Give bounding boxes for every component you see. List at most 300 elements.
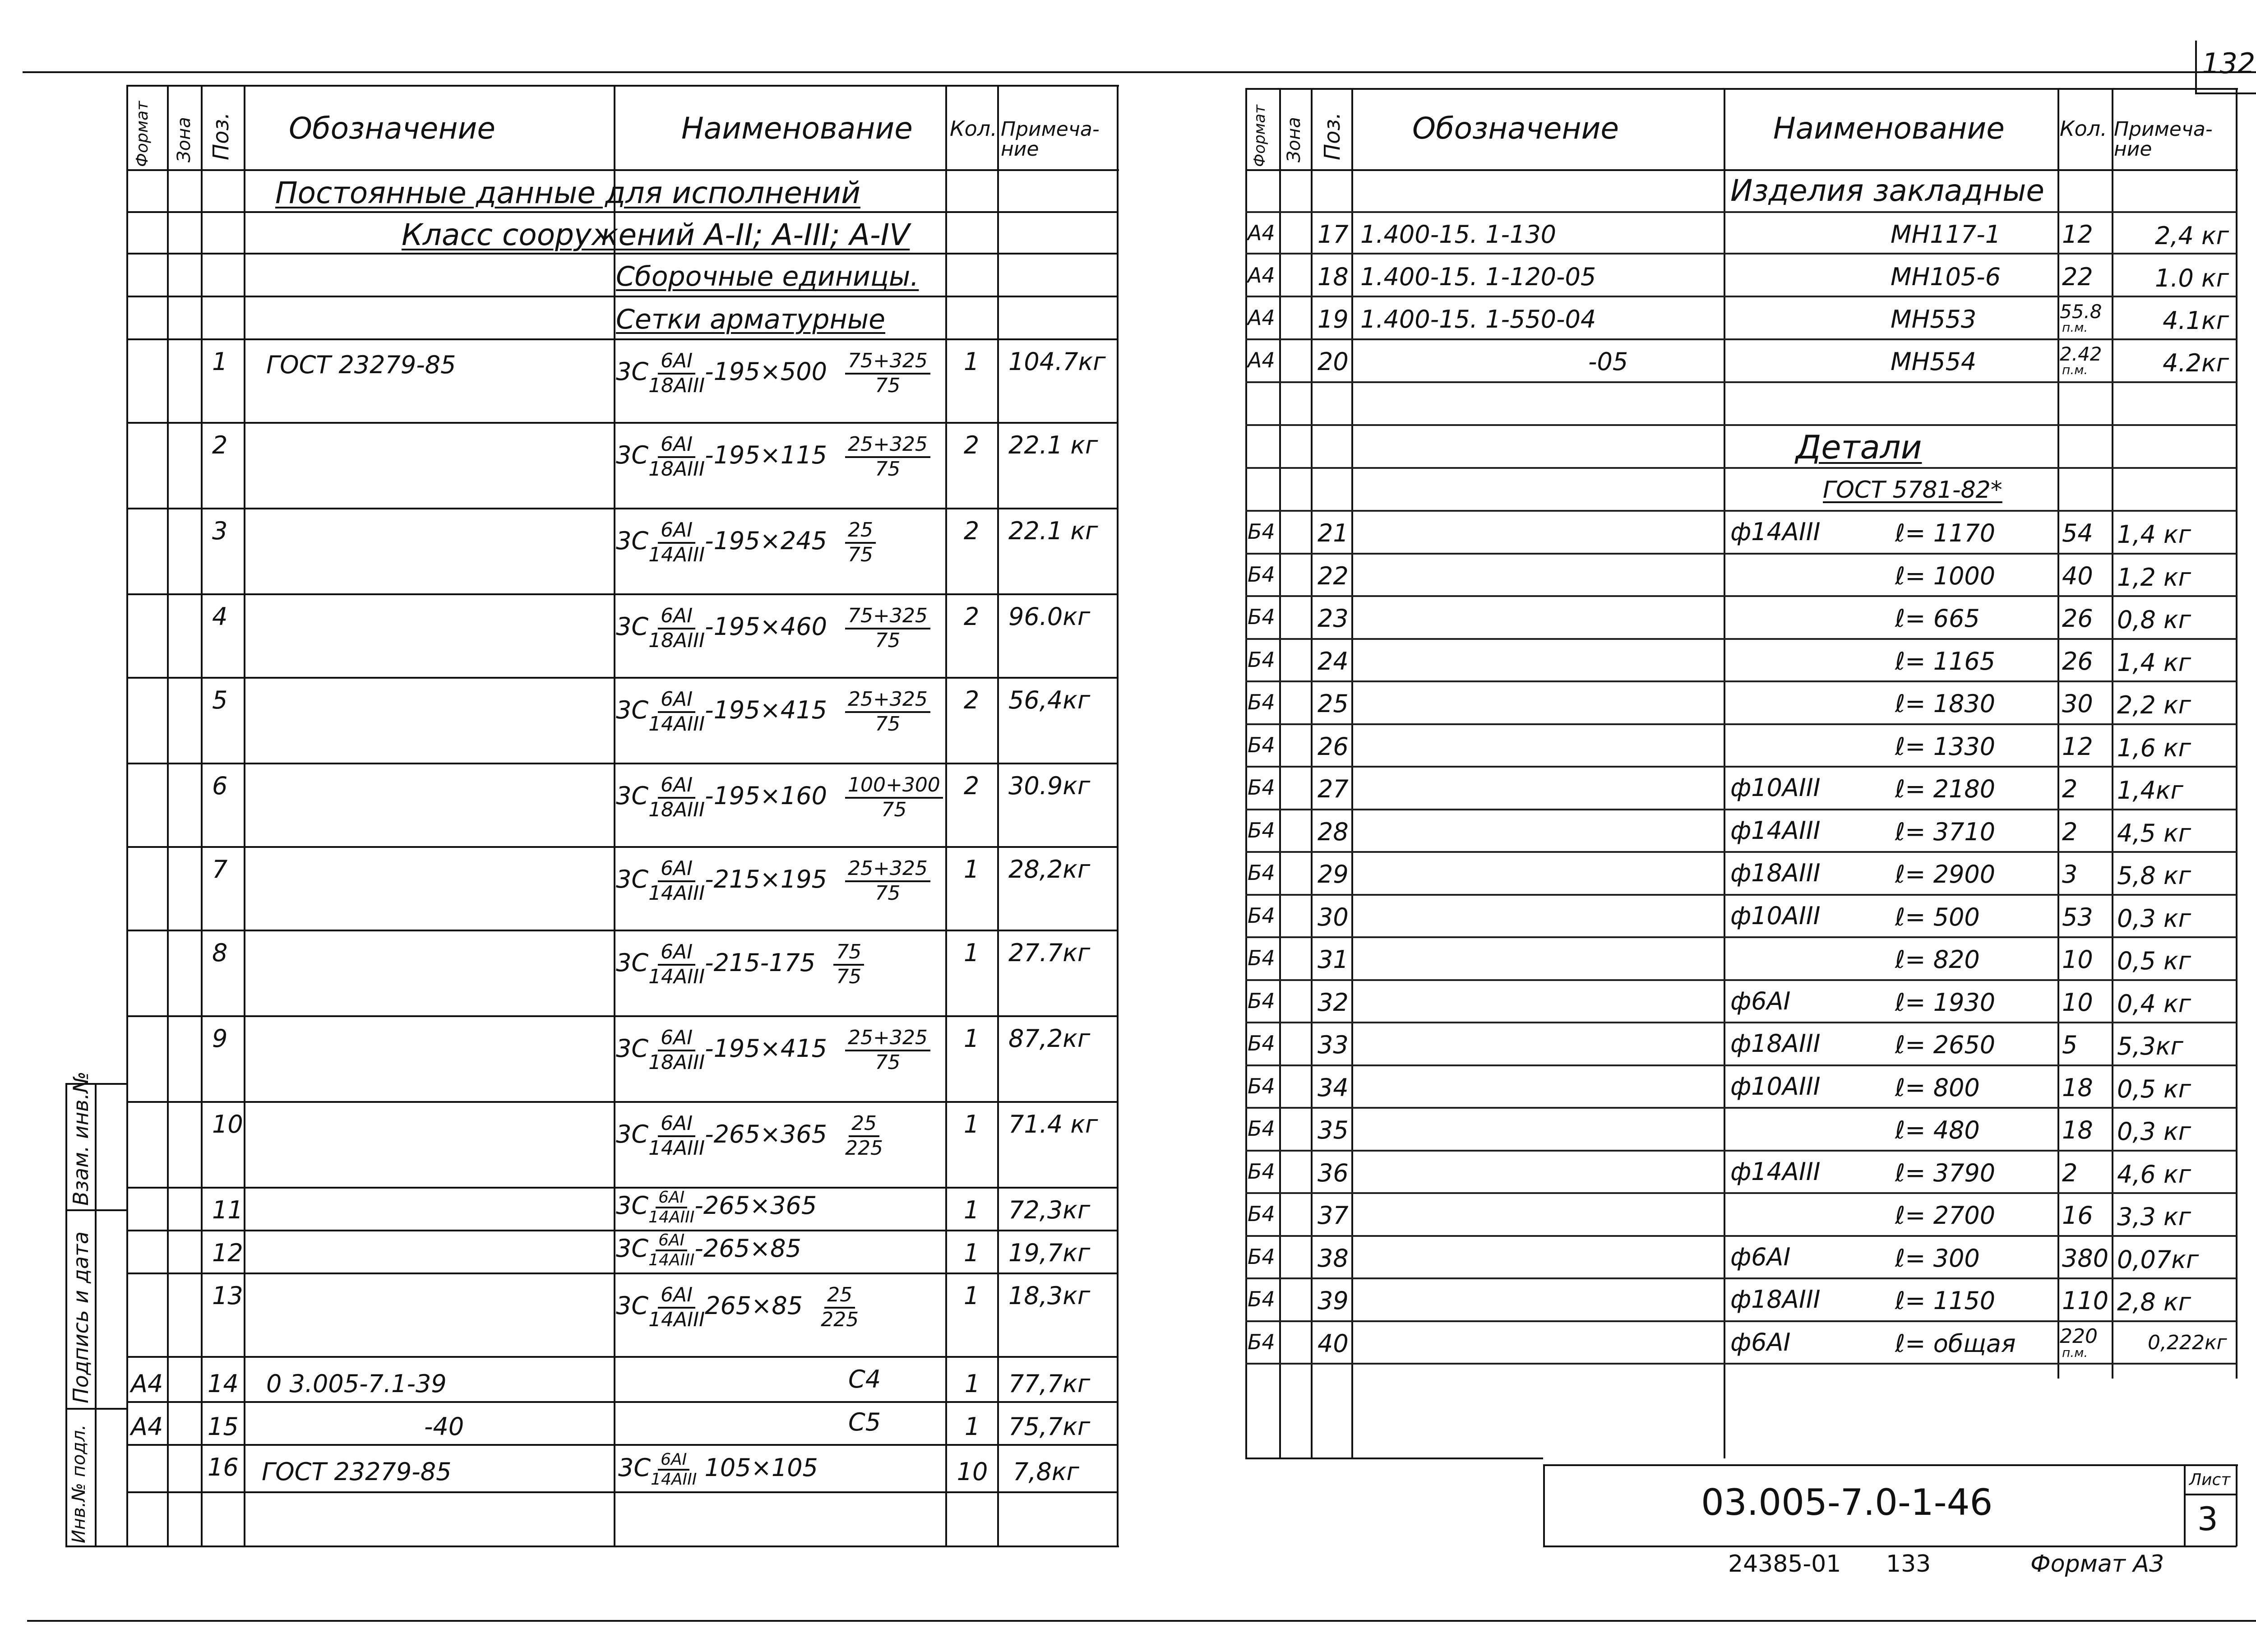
header-note: Примеча- ние <box>2114 118 2213 161</box>
right-col-line <box>1311 88 1313 1458</box>
title-block-top <box>1543 1464 2238 1466</box>
embedded-designation: 1.400-15. 1-120-05 <box>1360 263 1596 291</box>
row-note: 27.7кг <box>1008 939 1091 967</box>
row-fraction: 6АI 14АIII <box>648 518 705 566</box>
row-prefix: 3С <box>616 612 649 641</box>
detail-bar: ф14АIII <box>1730 1157 1821 1186</box>
detail-length: ℓ= 800 <box>1895 1074 1980 1102</box>
row16-fraction: 6АI 14АIII <box>651 1450 697 1489</box>
row-dims: -195×415 <box>705 696 827 725</box>
detail-qty: 10 <box>2062 988 2093 1017</box>
left-col-line <box>997 85 999 1546</box>
page-number-box-left <box>2195 41 2197 93</box>
detail-note: 1,4кг <box>2117 776 2183 805</box>
row-fraction: 6АI 14АIII <box>648 940 705 988</box>
embedded-note: 2,4 кг <box>2154 222 2229 250</box>
row-mesh-name <box>616 857 930 905</box>
left-col-line <box>126 85 128 1546</box>
detail-note: 0,8 кг <box>2117 606 2191 634</box>
right-row-line <box>1245 894 2237 896</box>
row-fraction: 6АI 18АIII <box>648 1026 705 1074</box>
left-row-line <box>126 253 1118 255</box>
left-row-line <box>126 1444 1118 1446</box>
left-row-line <box>126 508 1118 509</box>
sheet-label: Лист <box>2189 1471 2231 1489</box>
row-mesh-name <box>616 1231 801 1269</box>
row-mesh-name <box>616 688 930 736</box>
detail-pos: 36 <box>1318 1159 1349 1187</box>
footer-inventory-number: 24385-01 <box>1728 1550 1841 1578</box>
right-row-line <box>1245 467 2237 469</box>
detail-length: ℓ= 2650 <box>1895 1031 1996 1059</box>
header-pos: Поз. <box>1320 112 1345 160</box>
row-fraction: 6АI 14АIII <box>648 1231 695 1269</box>
detail-note: 3,3 кг <box>2117 1203 2191 1231</box>
detail-qty: 380 <box>2062 1244 2109 1273</box>
row-dims: -195×245 <box>705 527 827 555</box>
row-fraction-2: $\frac{25+325}{75}$ <box>845 433 930 481</box>
right-row-line <box>1245 1277 2237 1279</box>
row-qty: 1 <box>963 1239 980 1267</box>
detail-length: ℓ= 1150 <box>1895 1286 1996 1315</box>
detail-note: 4,5 кг <box>2117 819 2191 847</box>
embedded-name: МН553 <box>1891 305 1977 333</box>
left-table-bottom <box>65 1546 1119 1547</box>
header-pos: Поз. <box>208 112 234 160</box>
left-row-line <box>126 1015 1118 1017</box>
detail-note: 4,6 кг <box>2117 1160 2191 1189</box>
row-pos: 5 <box>212 686 228 714</box>
details-standard: ГОСТ 5781-82* <box>1823 477 2002 504</box>
section-meshes: Сетки арматурные <box>616 304 886 335</box>
row-fraction-2: $\frac{25+325}{75}$ <box>845 688 930 736</box>
right-table-bottom <box>1245 1458 1543 1459</box>
right-table-top <box>1245 88 2238 90</box>
right-row-line <box>1245 211 2237 213</box>
detail-note: 0,3 кг <box>2117 1117 2191 1146</box>
detail-format: Б4 <box>1248 946 1275 970</box>
stamp-line <box>65 1209 127 1211</box>
row-pos: 12 <box>212 1239 243 1267</box>
row-mesh-name <box>616 350 930 397</box>
row-prefix: 3С <box>616 1234 649 1263</box>
detail-length: ℓ= 3790 <box>1895 1159 1996 1187</box>
detail-qty: 26 <box>2062 647 2093 676</box>
embedded-note: 4.2кг <box>2163 349 2229 377</box>
row-prefix: 3С <box>616 527 649 555</box>
embedded-name: МН554 <box>1891 347 1977 376</box>
sheet-box-left <box>2184 1464 2186 1546</box>
detail-qty: 5 <box>2062 1031 2078 1059</box>
detail-bar: ф10АIII <box>1730 773 1821 802</box>
row16-note: 7,8кг <box>1013 1458 1079 1486</box>
section-embedded: Изделия закладные <box>1730 173 2044 208</box>
row-pos: 10 <box>212 1110 243 1138</box>
row16-name <box>618 1451 818 1488</box>
row-pos: 7 <box>212 855 228 884</box>
left-row-line <box>126 211 1118 213</box>
row-pos: 13 <box>212 1282 243 1310</box>
row-prefix: 3С <box>616 1120 649 1149</box>
detail-length: ℓ= 820 <box>1895 945 1980 974</box>
detail-format: Б4 <box>1248 1159 1275 1184</box>
row15-pos: 15 <box>208 1412 239 1441</box>
detail-length: ℓ= 1170 <box>1895 519 1996 547</box>
row-dims: -195×115 <box>705 441 827 470</box>
row-fraction-2: $\frac{25+325}{75}$ <box>845 1027 930 1074</box>
row-note: 104.7кг <box>1008 347 1106 376</box>
detail-pos: 38 <box>1318 1244 1349 1273</box>
row15-format: А4 <box>131 1412 163 1441</box>
left-row-line <box>126 296 1118 297</box>
row15-qty: 1 <box>964 1412 980 1441</box>
detail-qty: 3 <box>2062 860 2078 888</box>
detail-format: Б4 <box>1248 690 1275 714</box>
row14-name: С4 <box>848 1365 881 1393</box>
left-col-line <box>614 85 615 1546</box>
detail-note: 0,5 кг <box>2117 1075 2191 1103</box>
row-qty: 2 <box>963 772 980 800</box>
detail-format: Б4 <box>1248 562 1275 587</box>
row-prefix: 3С <box>616 865 649 894</box>
stamp-sign-date: Подпись и дата <box>69 1231 93 1403</box>
row-fraction: 6АI 18АIII <box>648 433 705 481</box>
detail-qty: 2 <box>2062 818 2078 846</box>
row-prefix: 3С <box>616 696 649 725</box>
header-name: Наименование <box>1773 111 2005 146</box>
detail-bar: ф14АIII <box>1730 816 1821 845</box>
detail-format: Б4 <box>1248 1074 1275 1098</box>
row-fraction-2: $\frac{75}{75}$ <box>833 941 864 988</box>
right-col-line <box>2112 88 2113 1379</box>
left-row-line <box>126 593 1118 595</box>
embedded-name: МН105-6 <box>1891 263 2001 291</box>
embedded-pos: 18 <box>1318 263 1349 291</box>
detail-length: ℓ= 2180 <box>1895 775 1996 803</box>
header-designation: Обозначение <box>1412 111 1619 146</box>
left-row-line <box>126 930 1118 931</box>
row-prefix: 3С <box>616 1191 649 1220</box>
row-mesh-name <box>616 774 943 821</box>
row-fraction-2: $\frac{25+325}{75}$ <box>845 857 930 905</box>
detail-note: 0,3 кг <box>2117 904 2191 933</box>
detail-qty-unit: п.м. <box>2062 1345 2088 1360</box>
detail-length: ℓ= 480 <box>1895 1116 1980 1144</box>
detail-format: Б4 <box>1248 861 1275 885</box>
row-dims: -195×160 <box>705 782 827 810</box>
row15-name: С5 <box>848 1408 881 1436</box>
row-mesh-name <box>616 1112 883 1160</box>
row-prefix: 3С <box>616 782 649 810</box>
detail-note: 1,6 кг <box>2117 734 2191 762</box>
detail-note: 0,07кг <box>2117 1245 2199 1274</box>
row15-designation: -40 <box>424 1412 464 1441</box>
row-prefix: 3С <box>616 949 649 977</box>
header-format: Формат <box>1251 105 1269 167</box>
detail-pos: 25 <box>1318 689 1349 718</box>
row-pos: 8 <box>212 939 228 967</box>
detail-qty: 110 <box>2062 1286 2109 1315</box>
row14-qty: 1 <box>964 1370 980 1398</box>
embedded-qty: 55.8 <box>2060 301 2102 323</box>
detail-length: ℓ= 1000 <box>1895 562 1996 590</box>
detail-pos: 35 <box>1318 1116 1349 1144</box>
right-row-line <box>1245 680 2237 682</box>
embedded-format: А4 <box>1248 305 1275 330</box>
embedded-qty: 2.42 <box>2060 343 2102 365</box>
row-dims: -195×500 <box>705 357 827 386</box>
embedded-note: 1.0 кг <box>2154 264 2229 292</box>
right-row-line <box>1245 296 2237 297</box>
row-dims: -215×195 <box>705 865 827 894</box>
detail-length: ℓ= 3710 <box>1895 818 1996 846</box>
detail-format: Б4 <box>1248 1245 1275 1269</box>
row-pos: 3 <box>212 517 228 545</box>
detail-pos: 22 <box>1318 562 1349 590</box>
row-note: 22.1 кг <box>1008 431 1098 459</box>
bottom-border-line <box>27 1620 2256 1622</box>
row-fraction: 6АI 14АIII <box>648 1283 705 1331</box>
row-fraction: 6АI 14АIII <box>648 688 705 736</box>
detail-qty: 2 <box>2062 1159 2078 1187</box>
left-row-line <box>126 846 1118 848</box>
detail-format: Б4 <box>1248 989 1275 1013</box>
row-qty: 1 <box>963 1024 980 1053</box>
row-dims: -195×415 <box>705 1034 827 1063</box>
detail-length: ℓ= 1930 <box>1895 988 1996 1017</box>
detail-note: 2,8 кг <box>2117 1288 2191 1316</box>
left-col-line <box>201 85 203 1546</box>
detail-format: Б4 <box>1248 648 1275 672</box>
detail-bar: ф18АIII <box>1730 1285 1821 1314</box>
section-details: Детали <box>1796 428 1922 466</box>
row-note: 19,7кг <box>1008 1239 1091 1267</box>
detail-qty: 12 <box>2062 732 2093 761</box>
left-row-line <box>126 763 1118 764</box>
row16-pos: 16 <box>208 1453 239 1481</box>
detail-format: Б4 <box>1248 1031 1275 1055</box>
row-dims: -215-175 <box>705 949 816 977</box>
row-pos: 4 <box>212 602 228 631</box>
embedded-designation: 1.400-15. 1-550-04 <box>1360 305 1596 333</box>
detail-pos: 39 <box>1318 1286 1349 1315</box>
page-number-box-bottom <box>2195 93 2256 94</box>
row-designation: ГОСТ 23279-85 <box>266 351 456 379</box>
header-name: Наименование <box>681 111 913 146</box>
footer-format: Формат А3 <box>2030 1550 2164 1578</box>
detail-pos: 40 <box>1318 1329 1349 1358</box>
row-qty: 1 <box>963 939 980 967</box>
stamp-line <box>65 1083 67 1546</box>
top-border-line <box>23 71 2256 73</box>
row-note: 71.4 кг <box>1008 1110 1098 1138</box>
detail-qty: 54 <box>2062 519 2093 547</box>
row-dims: -265×365 <box>694 1191 817 1220</box>
right-row-line <box>1245 936 2237 938</box>
row-mesh-name <box>616 1284 859 1331</box>
stamp-inv-replace: Взам. инв.№ <box>69 1071 93 1206</box>
embedded-format: А4 <box>1248 348 1275 372</box>
embedded-format: А4 <box>1248 221 1275 245</box>
detail-length: ℓ= 300 <box>1895 1244 1980 1273</box>
row-note: 28,2кг <box>1008 855 1091 884</box>
header-format: Формат <box>133 101 152 167</box>
right-row-line <box>1245 638 2237 640</box>
right-row-line <box>1245 1235 2237 1237</box>
detail-length: ℓ= 2900 <box>1895 860 1996 888</box>
row-dims: -265×365 <box>705 1120 827 1149</box>
embedded-pos: 20 <box>1318 347 1349 376</box>
detail-qty: 18 <box>2062 1074 2093 1102</box>
row-fraction-2: $\frac{25}{75}$ <box>845 519 876 566</box>
detail-format: Б4 <box>1248 775 1275 800</box>
section-assembly-units: Сборочные единицы. <box>616 261 919 292</box>
detail-note: 1,4 кг <box>2117 648 2191 677</box>
row-fraction-2: $\frac{75+325}{75}$ <box>845 605 930 652</box>
detail-pos: 32 <box>1318 988 1349 1017</box>
title-structure-class: Класс сооружений А-II; А-III; А-IV <box>402 217 910 252</box>
right-col-line <box>1724 88 1725 1458</box>
row-qty: 1 <box>963 1196 980 1224</box>
sheet-number: 3 <box>2197 1500 2218 1538</box>
detail-note: 0,4 кг <box>2117 990 2191 1018</box>
row-fraction: 6АI 14АIII <box>648 1112 705 1160</box>
footer-page: 133 <box>1886 1550 1931 1578</box>
detail-qty: 16 <box>2062 1201 2093 1230</box>
detail-length: ℓ= 1330 <box>1895 732 1996 761</box>
row-qty: 2 <box>963 686 980 714</box>
detail-pos: 28 <box>1318 818 1349 846</box>
detail-note: 5,3кг <box>2117 1032 2183 1060</box>
embedded-designation: 1.400-15. 1-130 <box>1360 220 1557 249</box>
row-fraction-2: $\frac{75+325}{75}$ <box>845 350 930 397</box>
left-row-line <box>126 1356 1118 1358</box>
detail-length: ℓ= 500 <box>1895 903 1980 931</box>
right-col-line <box>1245 88 1247 1458</box>
embedded-designation: -05 <box>1588 347 1628 376</box>
detail-bar: ф6АI <box>1730 1328 1791 1356</box>
row-mesh-name <box>616 605 930 652</box>
row-prefix: 3С <box>616 1291 649 1320</box>
detail-format: Б4 <box>1248 1330 1275 1354</box>
right-row-line <box>1245 809 2237 810</box>
row-mesh-name <box>616 941 864 988</box>
detail-note: 0,222кг <box>2148 1331 2227 1354</box>
detail-qty: 40 <box>2062 562 2093 590</box>
left-row-line <box>126 1491 1118 1493</box>
row-dims: 265×85 <box>705 1291 803 1320</box>
detail-bar: ф6АI <box>1730 1243 1791 1271</box>
detail-note: 0,5 кг <box>2117 947 2191 975</box>
embedded-format: А4 <box>1248 263 1275 287</box>
page-number: 132 <box>2202 47 2256 80</box>
detail-pos: 23 <box>1318 604 1349 633</box>
detail-note: 5,8 кг <box>2117 861 2191 890</box>
row-qty: 2 <box>963 602 980 631</box>
detail-length: ℓ= 2700 <box>1895 1201 1996 1230</box>
row-qty: 1 <box>963 1282 980 1310</box>
detail-pos: 30 <box>1318 903 1349 931</box>
row-pos: 11 <box>212 1196 243 1224</box>
detail-format: Б4 <box>1248 1202 1275 1226</box>
row-dims: -265×85 <box>694 1234 801 1263</box>
detail-qty: 10 <box>2062 945 2093 974</box>
right-row-line <box>1245 1022 2237 1023</box>
embedded-pos: 19 <box>1318 305 1349 333</box>
stamp-line <box>65 1408 127 1410</box>
left-col-line <box>1117 85 1119 1546</box>
detail-bar: ф6АI <box>1730 987 1791 1015</box>
detail-pos: 37 <box>1318 1201 1349 1230</box>
detail-qty: 26 <box>2062 604 2093 633</box>
embedded-qty-unit: п.м. <box>2062 362 2088 377</box>
header-qty: Кол. <box>2060 116 2107 141</box>
title-constant-data: Постоянные данные для исполнений <box>275 176 860 210</box>
row-note: 30.9кг <box>1008 772 1091 800</box>
detail-bar: ф18АIII <box>1730 1029 1821 1058</box>
left-row-line <box>126 1401 1118 1403</box>
row-pos: 9 <box>212 1024 228 1053</box>
right-row-line <box>1245 766 2237 768</box>
left-row-line <box>126 1101 1118 1103</box>
row-dims: -195×460 <box>705 612 827 641</box>
embedded-name: МН117-1 <box>1891 220 2001 249</box>
row-note: 56,4кг <box>1008 686 1091 714</box>
row-qty: 2 <box>963 517 980 545</box>
left-row-line <box>126 338 1118 340</box>
row-fraction-2: $\frac{100+300}{75}$ <box>845 774 943 821</box>
detail-format: Б4 <box>1248 1287 1275 1311</box>
embedded-qty: 22 <box>2062 263 2093 291</box>
right-col-line <box>2057 88 2059 1379</box>
row14-designation: 0 3.005-7.1-39 <box>266 1370 447 1398</box>
row-fraction: 6АI 18АIII <box>648 349 705 397</box>
right-row-line <box>1245 979 2237 981</box>
detail-length: ℓ= общая <box>1895 1329 2016 1358</box>
right-header-bottom <box>1245 169 2238 171</box>
left-col-line <box>244 85 245 1546</box>
right-row-line <box>1245 1363 2237 1365</box>
detail-pos: 33 <box>1318 1031 1349 1059</box>
row-mesh-name <box>616 1189 817 1226</box>
row-mesh-name <box>616 433 930 481</box>
row-fraction: 6АI 18АIII <box>648 773 705 821</box>
right-col-line <box>1351 88 1353 1458</box>
right-row-line <box>1245 1320 2237 1322</box>
embedded-pos: 17 <box>1318 220 1349 249</box>
left-col-line <box>945 85 947 1546</box>
right-row-line <box>1245 1192 2237 1194</box>
document-code: 03.005-7.0-1-46 <box>1701 1481 1993 1523</box>
row-note: 72,3кг <box>1008 1196 1091 1224</box>
detail-qty: 18 <box>2062 1116 2093 1144</box>
row-prefix: 3С <box>616 357 649 386</box>
row-note: 87,2кг <box>1008 1024 1091 1053</box>
header-note: Примеча- ние <box>1001 118 1100 161</box>
row-pos: 2 <box>212 431 228 459</box>
embedded-qty-unit: п.м. <box>2062 320 2088 335</box>
row-fraction-2: $\frac{25}{225}$ <box>845 1112 883 1160</box>
right-row-line <box>1245 1150 2237 1152</box>
detail-bar: ф18АIII <box>1730 859 1821 887</box>
detail-pos: 24 <box>1318 647 1349 676</box>
right-col-line <box>1279 88 1281 1458</box>
left-row-line <box>126 422 1118 424</box>
row-note: 22.1 кг <box>1008 517 1098 545</box>
right-row-line <box>1245 553 2237 555</box>
right-row-line <box>1245 381 2237 383</box>
detail-pos: 29 <box>1318 860 1349 888</box>
